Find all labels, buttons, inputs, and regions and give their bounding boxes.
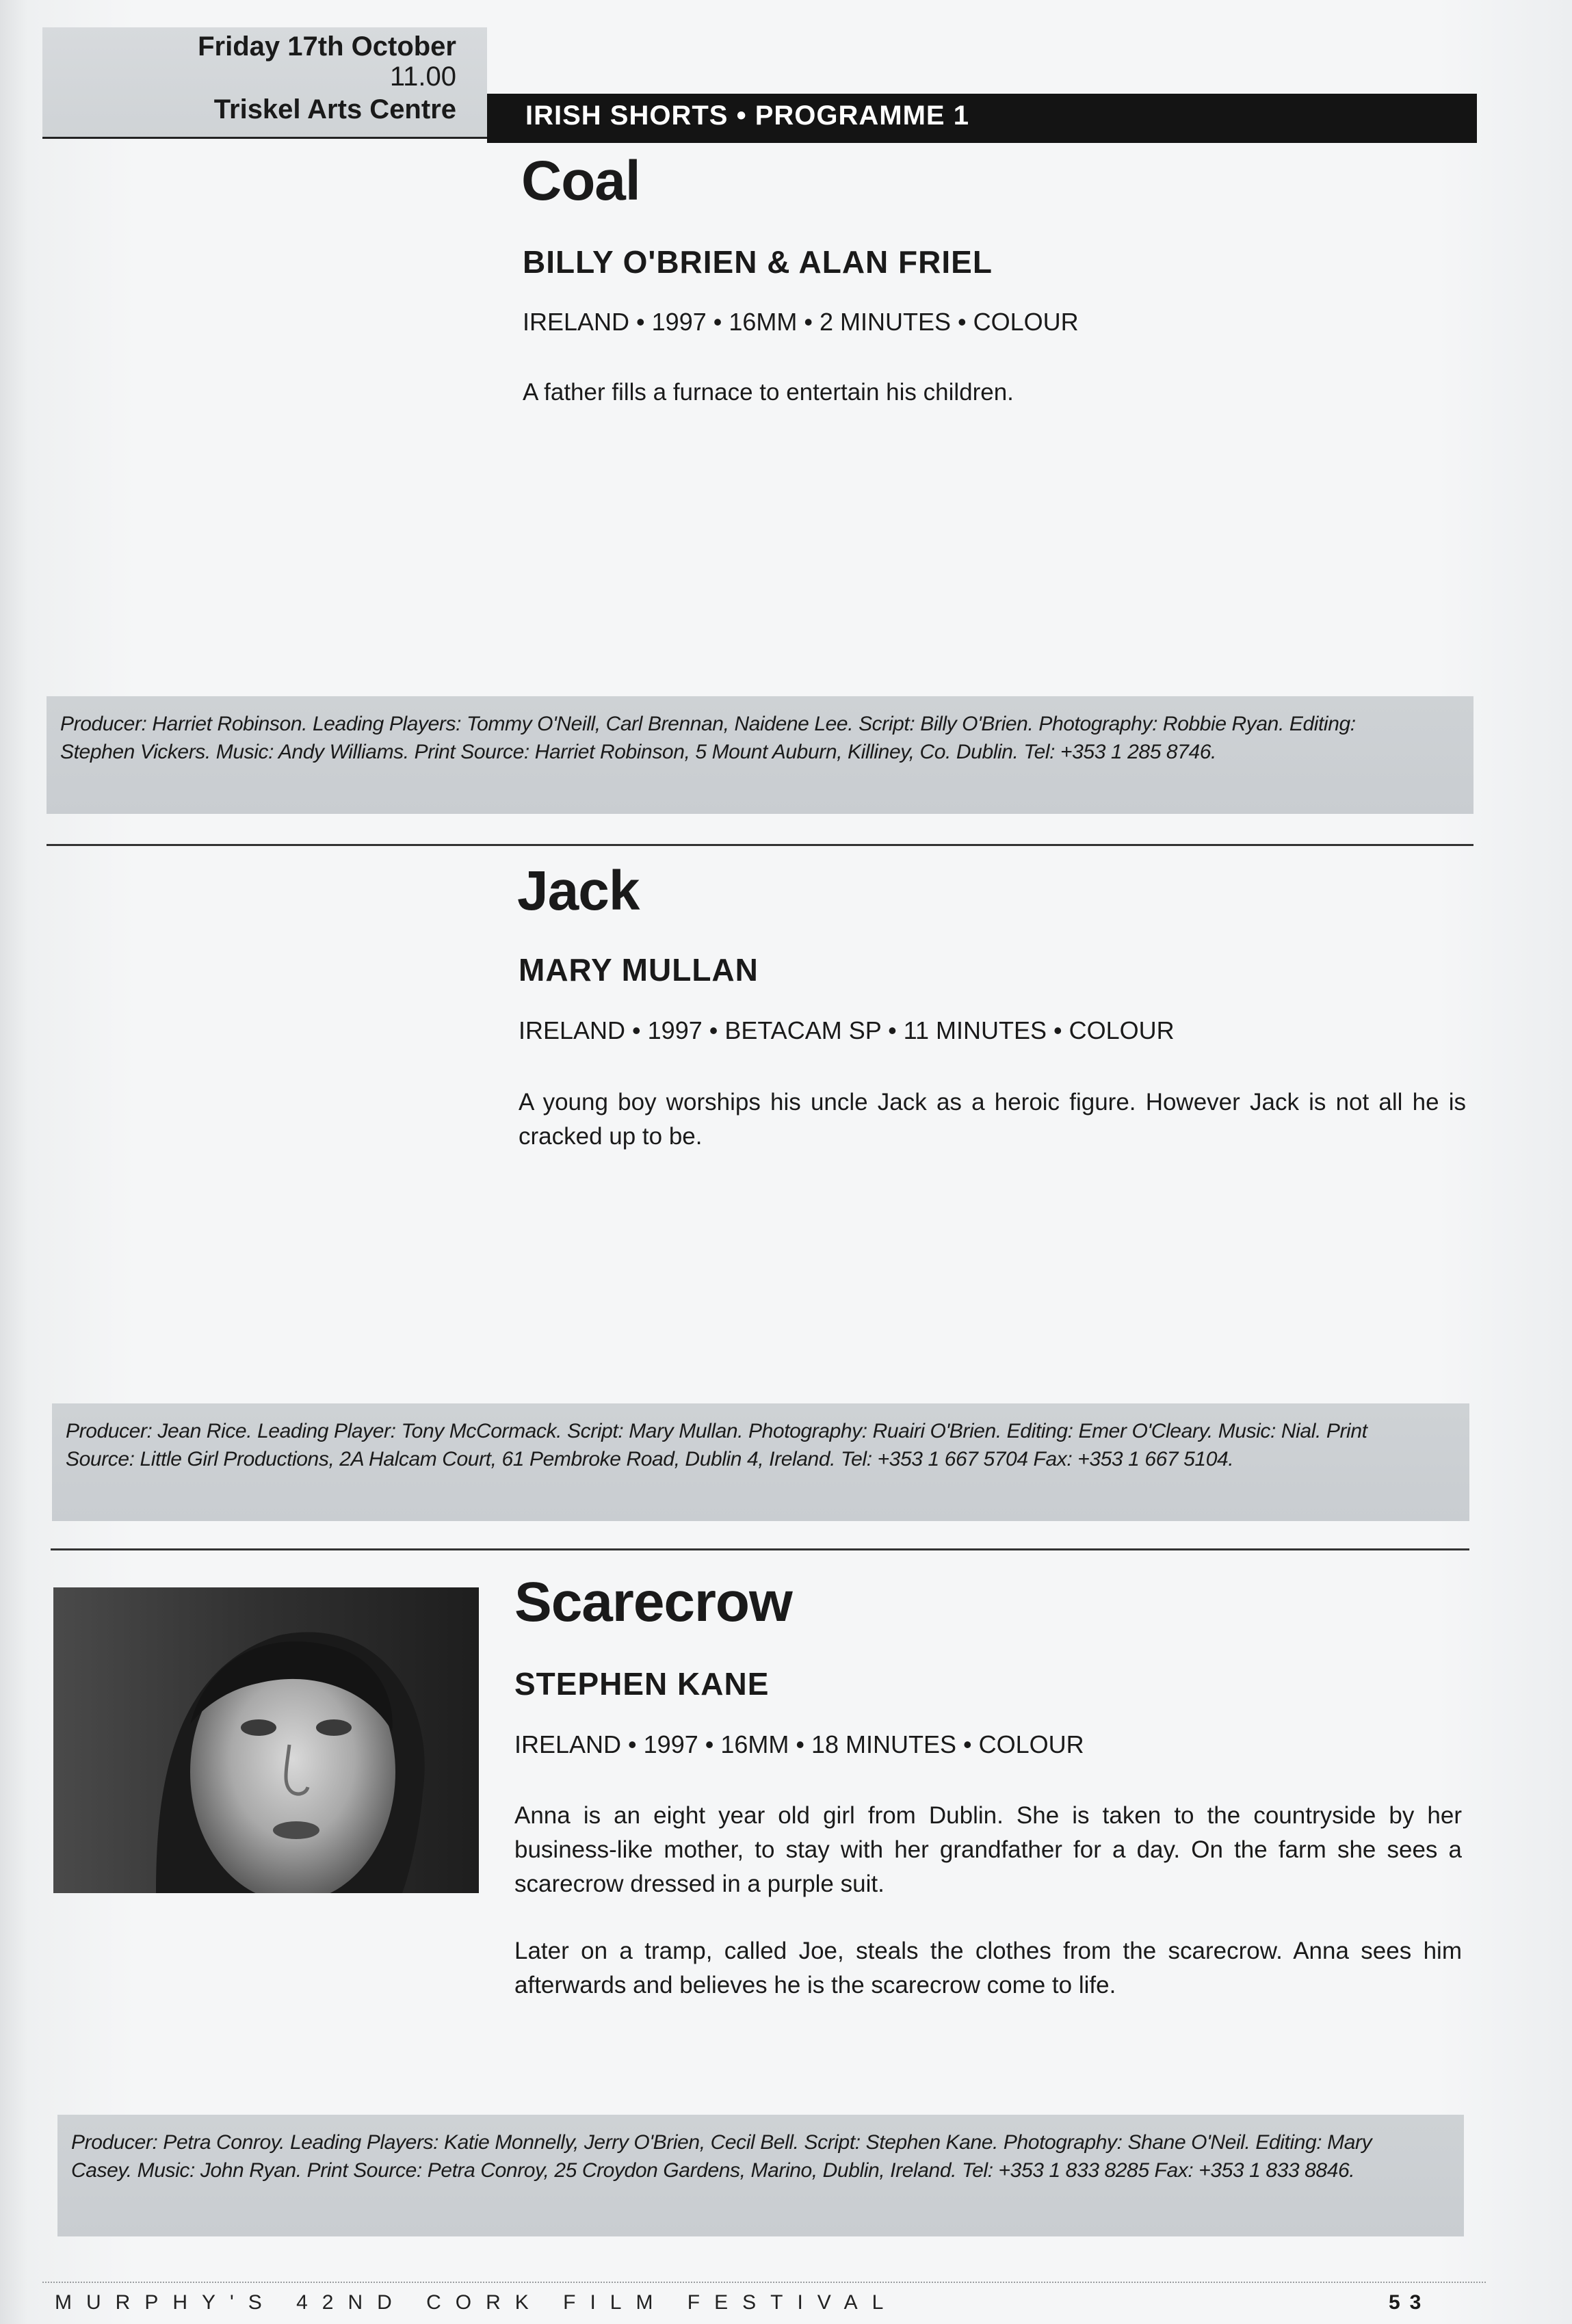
- film-title-scarecrow: Scarecrow: [514, 1571, 792, 1633]
- film-director-scarecrow: STEPHEN KANE: [514, 1666, 770, 1702]
- section-divider: [47, 844, 1473, 846]
- girl-portrait-image: [53, 1587, 479, 1893]
- film-description-scarecrow: [514, 1799, 1462, 2003]
- film-title-jack: Jack: [517, 860, 640, 922]
- film-meta-jack: IRELAND • 1997 • BETACAM SP • 11 MINUTES • COLOUR: [519, 1016, 1175, 1044]
- film-director-jack: MARY MULLAN: [519, 952, 759, 988]
- description-paragraph: A father fills a furnace to entertain his children.: [523, 379, 1014, 406]
- film-still-scarecrow: [53, 1587, 479, 1893]
- programme-title: IRISH SHORTS • PROGRAMME 1: [525, 101, 969, 131]
- film-director-coal: BILLY O'BRIEN & ALAN FRIEL: [523, 244, 993, 280]
- page-number: 53: [1389, 2291, 1431, 2314]
- credits-box-jack: [52, 1403, 1469, 1521]
- footer-festival-name: MURPHY'S 42ND CORK FILM FESTIVAL: [55, 2291, 898, 2314]
- header-rule: [42, 137, 487, 139]
- film-meta-scarecrow: IRELAND • 1997 • 16MM • 18 MINUTES • COLOUR: [514, 1730, 1084, 1758]
- film-meta-coal: IRELAND • 1997 • 16MM • 2 MINUTES • COLOUR: [523, 308, 1079, 336]
- film-description-jack: [519, 1085, 1466, 1154]
- screening-info-box: [42, 27, 487, 138]
- section-divider: [51, 1548, 1469, 1550]
- credits-text-jack: Producer: Jean Rice. Leading Player: Tony McCormack. Script: Mary Mullan. Photography: Ruairi O'Brien. Editing: Emer O'Cleary. Music: Nial. Print Source: Little Girl Productions, 2A Halcam Court, 61 Pembroke Road, Dublin 4, Ireland. Tel: +353 1 667 5704 Fax: +353 1 667 5104.: [66, 1420, 1367, 1470]
- credits-text-scarecrow: Producer: Petra Conroy. Leading Players: Katie Monnelly, Jerry O'Brien, Cecil Bell. Script: Stephen Kane. Photography: Shane O'Neil. Editing: Mary Casey. Music: John Ryan. Print Source: Petra Conroy, 25 Croydon Gardens, Marino, Dublin, Ireland. Tel: +353 1 833 8285 Fax: +353 1 833 8846.: [71, 2131, 1372, 2182]
- credits-text-coal: Producer: Harriet Robinson. Leading Players: Tommy O'Neill, Carl Brennan, Naidene Lee. Script: Billy O'Brien. Photography: Robbie Ryan. Editing: Stephen Vickers. Music: Andy Williams. Print Source: Harriet Robinson, 5 Mount Auburn, Killiney, Co. Dublin. Tel: +353 1 285 8746.: [60, 713, 1356, 763]
- footer-rule: [42, 2282, 1486, 2283]
- screening-date: Friday 17th October: [198, 31, 456, 62]
- description-paragraph: Anna is an eight year old girl from Dublin. She is taken to the countryside by her business-like mother, to stay with her grandfather for a day. On the farm she sees a scarecrow dressed in a purple suit.: [514, 1802, 1462, 1897]
- film-title-coal: Coal: [521, 150, 640, 212]
- screening-time: 11.00: [389, 62, 456, 92]
- credits-box-scarecrow: [57, 2115, 1464, 2236]
- programme-banner: [487, 94, 1477, 143]
- credits-box-coal: [47, 696, 1473, 814]
- film-description-coal: [523, 375, 1470, 410]
- description-paragraph: Later on a tramp, called Joe, steals the clothes from the scarecrow. Anna sees him afterwards and believes he is the scarecrow come to life.: [514, 1938, 1462, 1998]
- description-paragraph: A young boy worships his uncle Jack as a heroic figure. However Jack is not all he is cracked up to be.: [519, 1089, 1466, 1150]
- screening-venue: Triskel Arts Centre: [213, 94, 456, 124]
